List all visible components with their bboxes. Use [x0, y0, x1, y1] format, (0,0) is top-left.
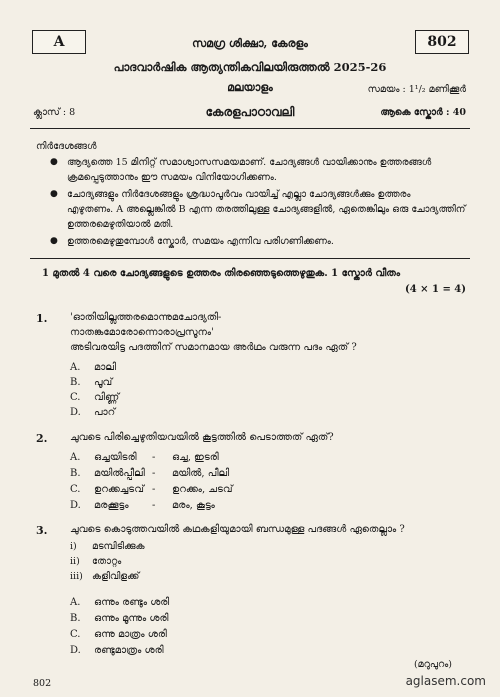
subject-title: മലയാളം — [227, 81, 273, 94]
section-instruction: 1 മുതൽ 4 വരെ ചോദ്യങ്ങളുടെ ഉത്തരം തിരഞ്ഞെടുത്തെഴുതുക. 1 സ്കോർ വീതം — [42, 268, 401, 279]
sub-item-text: തോറ്റം — [92, 556, 122, 567]
instruction-line: ക്രമപ്പെടുത്താനും ഈ സമയം വിനിയോഗിക്കണം. — [67, 172, 277, 183]
option-label: D. — [70, 645, 81, 656]
watermark-text: aglasem.com — [405, 674, 486, 688]
option-label: C. — [70, 484, 81, 495]
time-allowed: സമയം : 1¹/₂ മണിക്കൂർ — [367, 84, 466, 95]
option-label: C. — [70, 392, 81, 403]
total-score: ആകെ സ്കോർ : 40 — [380, 107, 466, 118]
option-text: രണ്ടുമാത്രം ശരി — [94, 645, 164, 656]
sub-item-label: iii) — [70, 571, 83, 582]
footer-paper-code: 802 — [33, 678, 52, 689]
question-number: 1. — [36, 312, 48, 325]
instruction-line: ആദ്യത്തെ 15 മിനിറ്റ് സമാശ്വാസസമയമാണ്. ചോദ്യങ്ങൾ വായിക്കാനും ഉത്തരങ്ങൾ — [67, 157, 432, 168]
question-line: അടിവരയിട്ട പദത്തിന് സമാനമായ അർഥം വരുന്ന പദം ഏത് ? — [70, 342, 357, 353]
option-text: പൂവ് — [94, 377, 113, 388]
paper-code-left: A — [53, 34, 65, 50]
option-text: ഒന്നും മൂന്നും ശരി — [94, 613, 169, 624]
option-label: A. — [70, 362, 81, 373]
question-line: നാതങ്കമോരോന്നൊരാപ്രസൂനം' — [70, 327, 214, 338]
option-label: C. — [70, 629, 81, 640]
instruction-line: ചോദ്യങ്ങളും നിർദേശങ്ങളും ശ്രദ്ധാപൂർവം വായിച്ച് എല്ലാ ചോദ്യങ്ങൾക്കും ഉത്തരം — [67, 189, 411, 200]
option-label: A. — [70, 452, 81, 463]
instruction-line: ഉത്തരമെഴുതുമ്പോൾ സ്കോർ, സമയം എന്നിവ പരിഗണിക്കണം. — [67, 236, 334, 247]
option-text: പാറ് — [94, 407, 116, 418]
separator: - — [152, 500, 156, 511]
organisation-name: സമഗ്ര ശിക്ഷാ, കേരളം — [192, 37, 308, 50]
option-text: ഒന്നും രണ്ടും ശരി — [94, 597, 170, 608]
sub-item-text: കളിവിളക്ക് — [92, 571, 140, 582]
option-text: മാലി — [94, 362, 117, 373]
class-label: ക്ലാസ് : 8 — [33, 107, 76, 118]
option-label: D. — [70, 500, 81, 511]
option-label: D. — [70, 407, 81, 418]
instructions-divider — [30, 258, 470, 259]
separator: - — [152, 484, 156, 495]
question-number: 2. — [36, 432, 48, 445]
option-text: വിണ്ണ് — [94, 392, 120, 403]
instructions-title: നിർദേശങ്ങൾ — [36, 141, 97, 152]
option-label: B. — [70, 468, 81, 479]
compound-word: ഉറക്കച്ചടവ് — [94, 484, 144, 495]
split-words: മരം, കൂട്ടം — [172, 500, 215, 511]
sub-item-text: മടമ്പിടിക്കുക — [92, 541, 145, 552]
compound-word: ഒച്ചയിടരി — [94, 452, 137, 463]
option-label: B. — [70, 377, 81, 388]
instruction-line: ഉത്തരമെഴുതിയാൽ മതി. — [67, 219, 174, 230]
header-divider — [30, 128, 470, 129]
instruction-line: എഴുതണം. A അല്ലെങ്കിൽ B എന്ന തരത്തിലുള്ള ചോദ്യങ്ങളിൽ, ഏതെങ്കിലും ഒരു ചോദ്യത്തിന് — [67, 204, 466, 215]
option-label: B. — [70, 613, 81, 624]
question-number: 3. — [36, 524, 48, 537]
bullet-icon: ● — [50, 157, 58, 167]
sub-item-label: ii) — [70, 556, 80, 567]
exam-title: പാദവാർഷിക ആത്യന്തികവിലയിരുത്തൽ 2025-26 — [113, 60, 387, 74]
split-words: മയിൽ, പീലി — [172, 468, 230, 479]
compound-word: മരക്കൂട്ടം — [94, 500, 129, 511]
split-words: ഉറക്കം, ചടവ് — [172, 484, 233, 495]
section-marks: (4 × 1 = 4) — [404, 284, 466, 295]
question-line: ചുവടെ കൊടുത്തവയിൽ കഥകളിയുമായി ബന്ധമുള്ള പദങ്ങൾ ഏതെല്ലാം ? — [70, 524, 405, 535]
separator: - — [152, 468, 156, 479]
option-text: ഒന്നു മാത്രം ശരി — [94, 629, 167, 640]
option-label: A. — [70, 597, 81, 608]
paper-code-right: 802 — [427, 34, 457, 50]
bullet-icon: ● — [50, 236, 58, 246]
separator: - — [152, 452, 156, 463]
bullet-icon: ● — [50, 189, 58, 199]
question-line: 'ഓതിയില്ലത്തരമൊന്നുമചോദ്യതി- — [70, 312, 222, 323]
split-words: ഒച്ച, ഇടരി — [172, 452, 219, 463]
book-title: കേരളപാഠാവലി — [205, 105, 295, 119]
question-line: ചുവടെ പിരിച്ചെഴുതിയവയിൽ കൂട്ടത്തിൽ പെടാത്തത് ഏത്? — [70, 432, 334, 443]
sub-item-label: i) — [70, 541, 77, 552]
page-turn-note: (മറുപുറം) — [413, 659, 452, 670]
compound-word: മയിൽപ്പീലി — [94, 468, 145, 479]
